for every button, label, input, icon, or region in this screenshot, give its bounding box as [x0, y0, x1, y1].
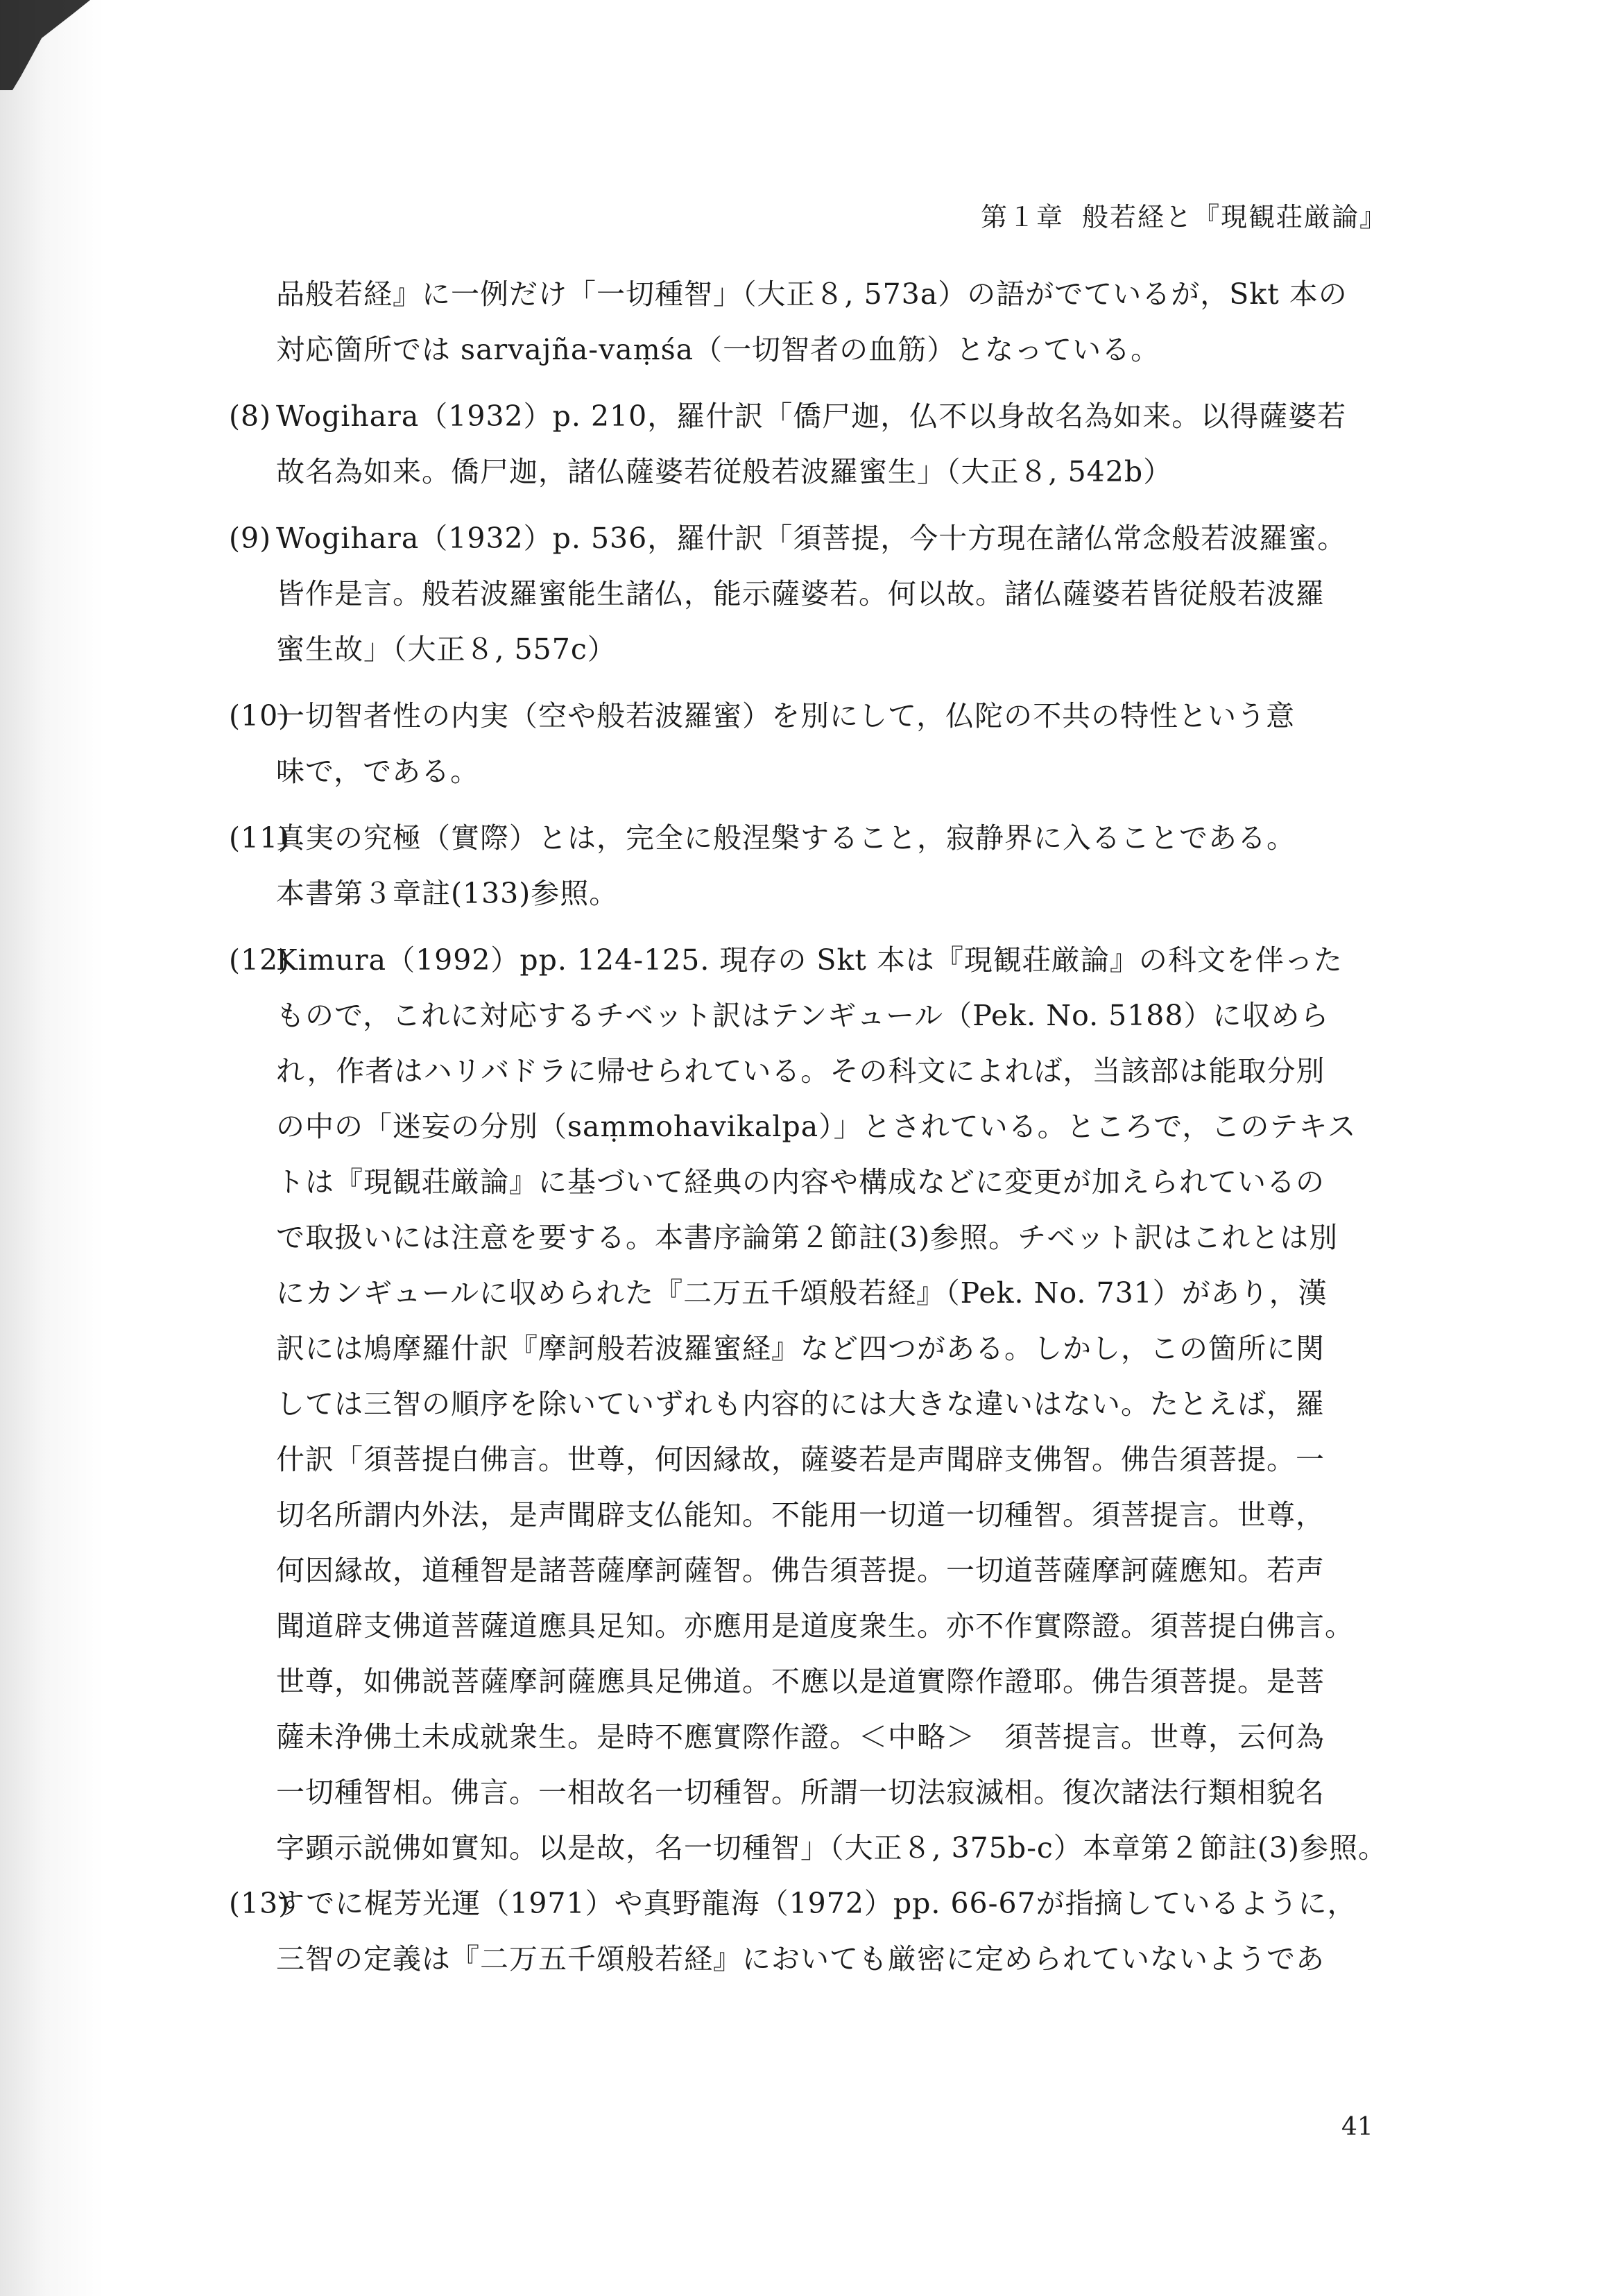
- note-line: 皆作是言。般若波羅蜜能生諸仏，能示薩婆若。何以故。諸仏薩婆若皆従般若波羅: [276, 577, 1325, 610]
- note-line: 蜜生故」（大正８, 557c）: [276, 633, 617, 666]
- note-line: にカンギュールに収められた『二万五千頌般若経』（Pek. No. 731）があり，漢: [276, 1276, 1328, 1310]
- note-line: 世尊，如佛説菩薩摩訶薩應具足佛道。不應以是道實際作證耶。佛告須菩提。是菩: [276, 1665, 1325, 1698]
- running-head: [981, 196, 1387, 234]
- note-line: 本書第３章註(133)参照。: [276, 877, 619, 910]
- note-line: 何因縁故，道種智是諸菩薩摩訶薩智。佛告須菩提。一切道菩薩摩訶薩應知。若声: [276, 1554, 1325, 1587]
- footnote-number: (10): [229, 699, 291, 733]
- note-line: 品般若経』に一例だけ「一切種智」（大正８, 573a）の語がでているが，Skt 本の: [276, 277, 1348, 311]
- note-line: トは『現観荘厳論』に基づいて経典の内容や構成などに変更が加えられているの: [276, 1165, 1325, 1199]
- note-line: 薩未浄佛土未成就衆生。是時不應實際作證。＜中略＞ 須菩提言。世尊，云何為: [276, 1720, 1325, 1754]
- note-line: れ，作者はハリバドラに帰せられている。その科文によれば，当該部は能取分別: [276, 1054, 1325, 1088]
- note-line: しては三智の順序を除いていずれも内容的には大きな違いはない。たとえば，羅: [276, 1387, 1325, 1421]
- footnote-10: [229, 688, 1394, 799]
- footnote-number: (13): [229, 1887, 291, 1920]
- note-line: 故名為如来。僑尸迦，諸仏薩婆若従般若波羅蜜生」（大正８, 542b）: [276, 455, 1173, 488]
- footnote-number: (8): [229, 400, 272, 433]
- note-line: 真実の究極（實際）とは，完全に般涅槃すること，寂静界に入ることである。: [276, 821, 1296, 855]
- running-head-chapter: 第１章: [980, 202, 1064, 232]
- note-line: 三智の定義は『二万五千頌般若経』においても厳密に定められていないようであ: [276, 1942, 1325, 1976]
- note-line: もので，これに対応するチベット訳はテンギュール（Pek. No. 5188）に収めら: [276, 999, 1330, 1032]
- footnote-number: (12): [229, 943, 291, 977]
- note-line: の中の「迷妄の分別（saṃmohavikalpa）」とされている。ところで，このテキス: [276, 1110, 1357, 1143]
- note-line: 味で，である。: [276, 755, 480, 788]
- note-line: 切名所謂内外法，是声聞辟支仏能知。不能用一切道一切種智。須菩提言。世尊，: [276, 1498, 1325, 1532]
- note-line: 訳には鳩摩羅什訳『摩訶般若波羅蜜経』など四つがある。しかし，この箇所に関: [276, 1332, 1325, 1365]
- footnote-number: (11): [229, 821, 291, 855]
- note-line: Wogihara（1932）p. 210，羅什訳「僑尸迦，仏不以身故名為如来。以得薩婆若: [276, 400, 1347, 433]
- footnote-11: [229, 810, 1394, 921]
- note-line: 対応箇所では sarvajña-vaṃśa（一切智者の血筋）となっている。: [276, 333, 1160, 366]
- note-line: で取扱いには注意を要する。本書序論第２節註(3)参照。チベット訳はこれとは別: [276, 1221, 1339, 1254]
- footnote-continuation: [229, 266, 1394, 377]
- note-line: 聞道辟支佛道菩薩道應具足知。亦應用是道度衆生。亦不作實際證。須菩提白佛言。: [276, 1609, 1354, 1643]
- note-line: 一切種智相。佛言。一相故名一切種智。所謂一切法寂滅相。復次諸法行類相貌名: [276, 1776, 1325, 1809]
- note-line: 什訳「須菩提白佛言。世尊，何因縁故，薩婆若是声聞辟支佛智。佛告須菩提。一: [276, 1443, 1325, 1476]
- note-line: 一切智者性の内実（空や般若波羅蜜）を別にして，仏陀の不共の特性という意: [276, 699, 1296, 733]
- footnote-8: [229, 388, 1394, 499]
- footnote-number: (9): [229, 522, 272, 555]
- note-line: Wogihara（1932）p. 536，羅什訳「須菩提，今十方現在諸仏常念般若波羅蜜。: [276, 522, 1347, 555]
- running-head-title: 般若経と『現観荘厳論』: [1081, 202, 1387, 232]
- footnotes: [229, 266, 1394, 1987]
- page-number: 41: [1341, 2113, 1373, 2141]
- footnote-9: [229, 511, 1394, 677]
- note-line: Kimura（1992）pp. 124-125. 現存の Skt 本は『現観荘厳論』の科文を伴った: [276, 943, 1343, 977]
- note-line: 字顕示説佛如實知。以是故，名一切種智」（大正８, 375b-c）本章第２節註(3)参照。: [276, 1831, 1387, 1865]
- note-line: すでに梶芳光運（1971）や真野龍海（1972）pp. 66-67が指摘しているように，: [276, 1887, 1357, 1920]
- footnote-12: [229, 932, 1394, 1876]
- binding-shadow: [0, 0, 104, 2296]
- corner-scan-mark: [0, 0, 90, 90]
- footnote-13: [229, 1876, 1394, 1987]
